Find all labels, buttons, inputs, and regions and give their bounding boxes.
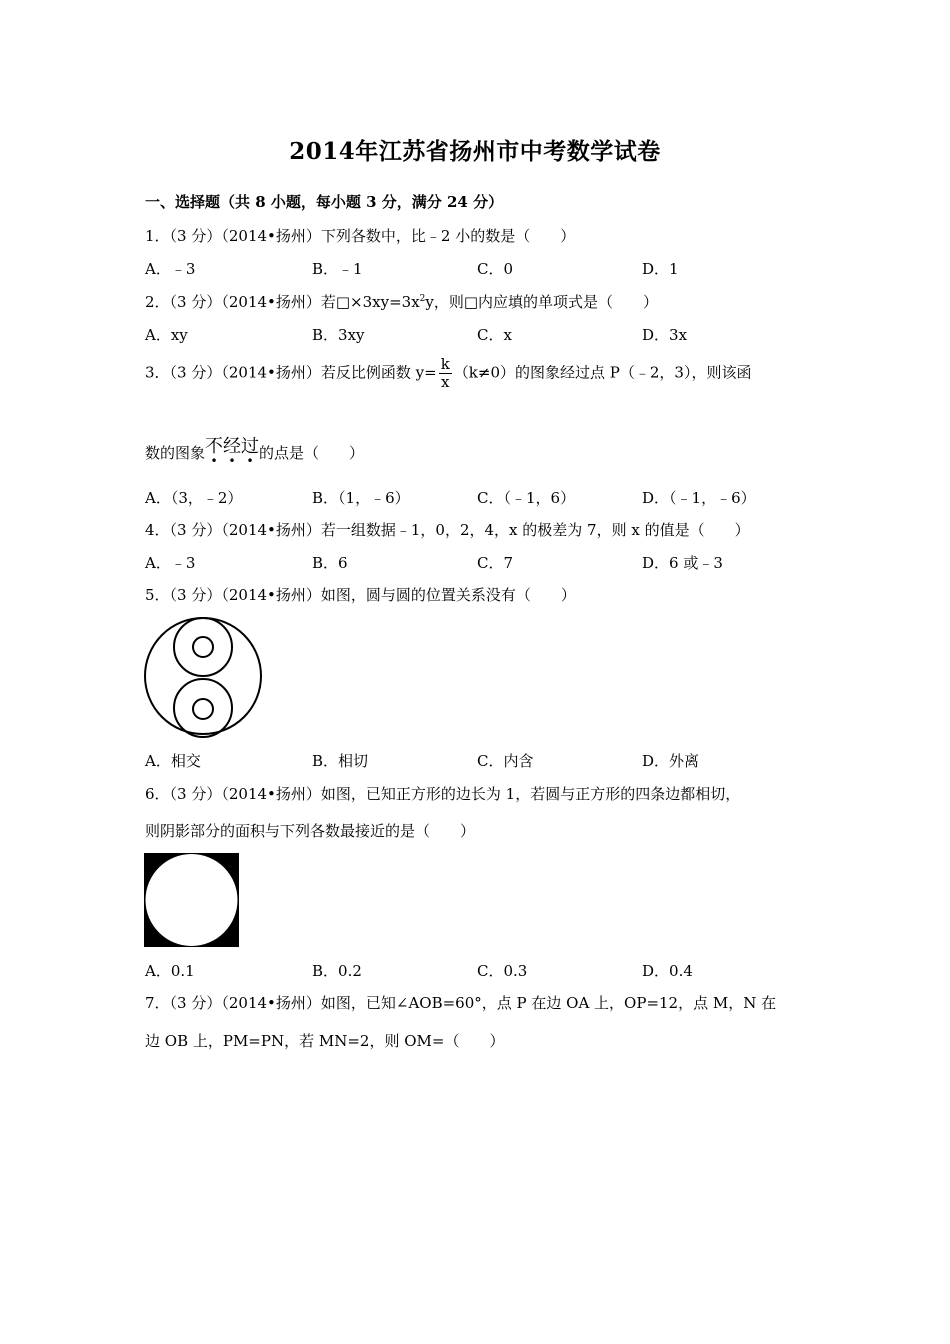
upper-circle [174,618,232,676]
question-5: 5．（3 分）（2014•扬州）如图，圆与圆的位置关系没有（ ） [145,586,576,604]
q6-option-b: B．0.2 [312,962,362,980]
q1-option-c: C．0 [477,260,514,278]
question-4: 4．（3 分）（2014•扬州）若一组数据﹣1，0，2，4，x 的极差为 7，则 x 的值是（ ） [145,521,750,539]
q2-superscript: 2 [419,294,426,304]
question-6-line-2: 则阴影部分的面积与下列各数最接近的是（ ） [145,822,476,840]
q1-option-d: D．1 [642,260,679,278]
q6-option-d: D．0.4 [642,962,693,980]
q2-option-b: B．3xy [312,326,365,344]
q3-option-a: A．（3，﹣2） [145,489,243,507]
q6-option-a: A．0.1 [145,962,195,980]
question-2 [145,291,658,312]
q3-emphasis-text: 不经过 • • • [205,436,260,468]
q2-text-before: 2．（3 分）（2014•扬州）若□×3xy=3x [145,293,420,311]
inscribed-circle [146,854,238,946]
q5-circles-figure [140,614,268,740]
question-3 [145,357,751,390]
question-1: 1．（3 分）（2014•扬州）下列各数中，比﹣2 小的数是（ ） [145,227,576,245]
q2-option-c: C．x [477,326,512,344]
q5-option-a: A．相交 [145,752,201,770]
q1-option-b: B．﹣1 [312,260,363,278]
question-6: 6．（3 分）（2014•扬州）如图，已知正方形的边长为 1，若圆与正方形的四条边都相切， [145,785,741,803]
q5-option-c: C．内含 [477,752,534,770]
q6-square-circle-figure [144,853,239,947]
q1-option-a: A．﹣3 [145,260,196,278]
emphasis-dots: • • • [210,454,254,468]
q4-option-b: B．6 [312,554,348,572]
q3-fraction-denominator: x [441,373,450,391]
q4-option-a: A．﹣3 [145,554,196,572]
q3-option-b: B．（1，﹣6） [312,489,410,507]
question-7-line-2: 边 OB 上，PM=PN，若 MN=2，则 OM=（ ） [145,1032,505,1050]
q6-option-c: C．0.3 [477,962,528,980]
q5-option-b: B．相切 [312,752,369,770]
q4-option-c: C．7 [477,554,514,572]
section-heading: 一、选择题（共 8 小题，每小题 3 分，满分 24 分） [145,193,504,211]
q3-option-c: C．（﹣1，6） [477,489,576,507]
q3-line2-after: 的点是（ ） [259,444,365,462]
q2-option-d: D．3x [642,326,688,344]
question-3-line-2 [145,432,365,468]
q5-option-d: D．外离 [642,752,700,770]
question-7: 7．（3 分）（2014•扬州）如图，已知∠AOB=60°，点 P 在边 OA 上，OP=12，点 M，N 在 [145,994,777,1012]
page-title: 2014年江苏省扬州市中考数学试卷 [289,138,661,165]
q3-text-after: （k≠0）的图象经过点 P（﹣2，3），则该函 [453,363,752,382]
lower-circle [174,679,232,737]
q3-fraction-numerator: k [440,355,450,373]
upper-small-circle [193,637,213,657]
q3-fraction [439,357,452,390]
q3-text-before: 3．（3 分）（2014•扬州）若反比例函数 y= [145,363,437,382]
q3-line2-before: 数的图象 [145,444,206,462]
q2-option-a: A．xy [145,326,188,344]
q4-option-d: D．6 或﹣3 [642,554,723,572]
lower-small-circle [193,699,213,719]
q3-option-d: D．（﹣1，﹣6） [642,489,756,507]
q2-text-after: y，则□内应填的单项式是（ ） [425,293,659,311]
